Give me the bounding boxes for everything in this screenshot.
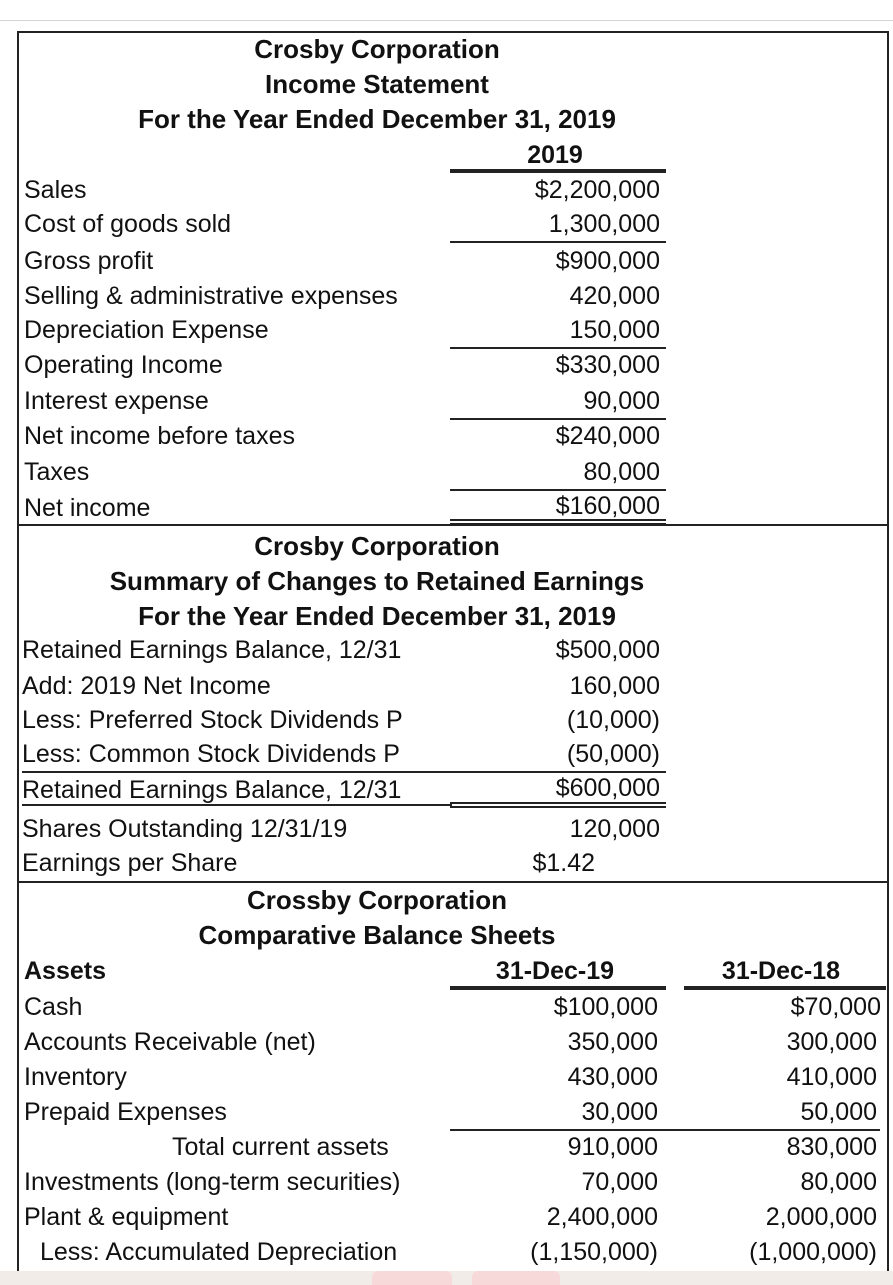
is-row-label: Depreciation Expense	[24, 316, 269, 344]
re-row-value: 120,000	[569, 815, 660, 843]
is-row-value: 150,000	[569, 316, 660, 344]
bs-row-value-2018: $70,000	[790, 993, 881, 1021]
re-period: For the Year Ended December 31, 2019	[138, 601, 616, 631]
subtotal-line	[450, 1129, 880, 1131]
re-row-label: Retained Earnings Balance, 12/31	[22, 636, 402, 664]
re-statement-title: Summary of Changes to Retained Earnings	[109, 566, 645, 596]
bs-row-label-total: Total current assets	[172, 1133, 389, 1161]
is-row-value: $160,000	[555, 492, 660, 520]
bs-section-header: Assets	[24, 957, 106, 985]
bs-row-value-2018: 80,000	[800, 1168, 877, 1196]
bs-row-label: Investments (long-term securities)	[24, 1168, 401, 1196]
bottom-tab[interactable]	[372, 1271, 452, 1285]
re-row-value: (50,000)	[566, 740, 660, 768]
bs-row-value-2019: $100,000	[553, 993, 658, 1021]
re-row-value: 160,000	[569, 672, 660, 700]
bs-row-value-2018: 830,000	[786, 1133, 877, 1161]
bs-row-value-2019: (1,150,000)	[530, 1238, 658, 1266]
header-underline	[450, 986, 666, 990]
re-row-value: (10,000)	[566, 706, 660, 734]
bs-statement-title: Comparative Balance Sheets	[198, 920, 556, 950]
bs-row-value-2018: (1,000,000)	[749, 1238, 877, 1266]
re-row-label: Less: Preferred Stock Dividends P	[22, 708, 403, 733]
bs-row-label: Accounts Receivable (net)	[24, 1028, 316, 1056]
re-row-label: Less: Common Stock Dividends P	[22, 742, 400, 767]
is-row-value: 80,000	[583, 458, 660, 486]
is-row-label: Interest expense	[24, 387, 209, 415]
re-row-label: Add: 2019 Net Income	[22, 672, 271, 700]
is-row-label: Gross profit	[24, 247, 154, 275]
re-company-title: Crosby Corporation	[254, 531, 500, 561]
re-row-label: Earnings per Share	[22, 849, 238, 877]
is-row-label: Selling & administrative expenses	[24, 282, 398, 310]
is-row-value: 420,000	[569, 282, 660, 310]
bs-row-value-2019: 30,000	[581, 1098, 658, 1126]
is-row-label: Cost of goods sold	[24, 210, 232, 238]
bottom-tab[interactable]	[472, 1271, 560, 1285]
re-row-label: Retained Earnings Balance, 12/31	[22, 778, 402, 803]
bs-row-label: Cash	[24, 993, 83, 1021]
re-row-label: Shares Outstanding 12/31/19	[22, 815, 348, 843]
is-row-value: 1,300,000	[548, 210, 660, 238]
header-underline	[684, 986, 886, 990]
bs-row-value-2018: 50,000	[800, 1098, 877, 1126]
is-row-label: Net income	[24, 494, 151, 522]
is-row-value: $240,000	[555, 422, 660, 450]
re-row-value: $1.42	[532, 849, 595, 877]
bs-row-value-2018: 410,000	[786, 1063, 877, 1091]
bs-row-value-2019: 350,000	[567, 1028, 658, 1056]
is-period: For the Year Ended December 31, 2019	[138, 104, 616, 134]
is-row-label: Operating Income	[24, 351, 223, 379]
is-row-value: $900,000	[555, 247, 660, 275]
is-column-header: 2019	[527, 141, 583, 169]
bs-row-value-2019: 430,000	[567, 1063, 658, 1091]
bs-row-value-2018: 300,000	[786, 1028, 877, 1056]
is-row-label: Taxes	[24, 458, 90, 486]
is-row-value: $330,000	[555, 351, 660, 379]
bs-col-header-2018: 31-Dec-18	[721, 957, 841, 985]
is-company-title: Crosby Corporation	[254, 34, 500, 64]
bs-row-label: Plant & equipment	[24, 1203, 229, 1231]
bs-row-value-2019: 70,000	[581, 1168, 658, 1196]
bs-row-label: Prepaid Expenses	[24, 1098, 227, 1126]
is-row-label: Sales	[24, 176, 87, 204]
re-row-value: $500,000	[555, 636, 660, 664]
is-statement-title: Income Statement	[265, 69, 489, 99]
is-row-value: 90,000	[583, 387, 660, 415]
bs-company-title: Crossby Corporation	[246, 885, 508, 915]
re-row-value: $600,000	[555, 774, 660, 802]
bs-col-header-2019: 31-Dec-19	[495, 957, 615, 985]
bs-row-value-2018: 2,000,000	[765, 1203, 877, 1231]
bs-row-value-2019: 910,000	[567, 1133, 658, 1161]
bs-row-value-2019: 2,400,000	[546, 1203, 658, 1231]
bs-row-label: Inventory	[24, 1063, 127, 1091]
is-row-label: Net income before taxes	[24, 422, 295, 450]
is-row-value: $2,200,000	[534, 176, 660, 204]
bs-row-label: Less: Accumulated Depreciation	[40, 1238, 398, 1266]
